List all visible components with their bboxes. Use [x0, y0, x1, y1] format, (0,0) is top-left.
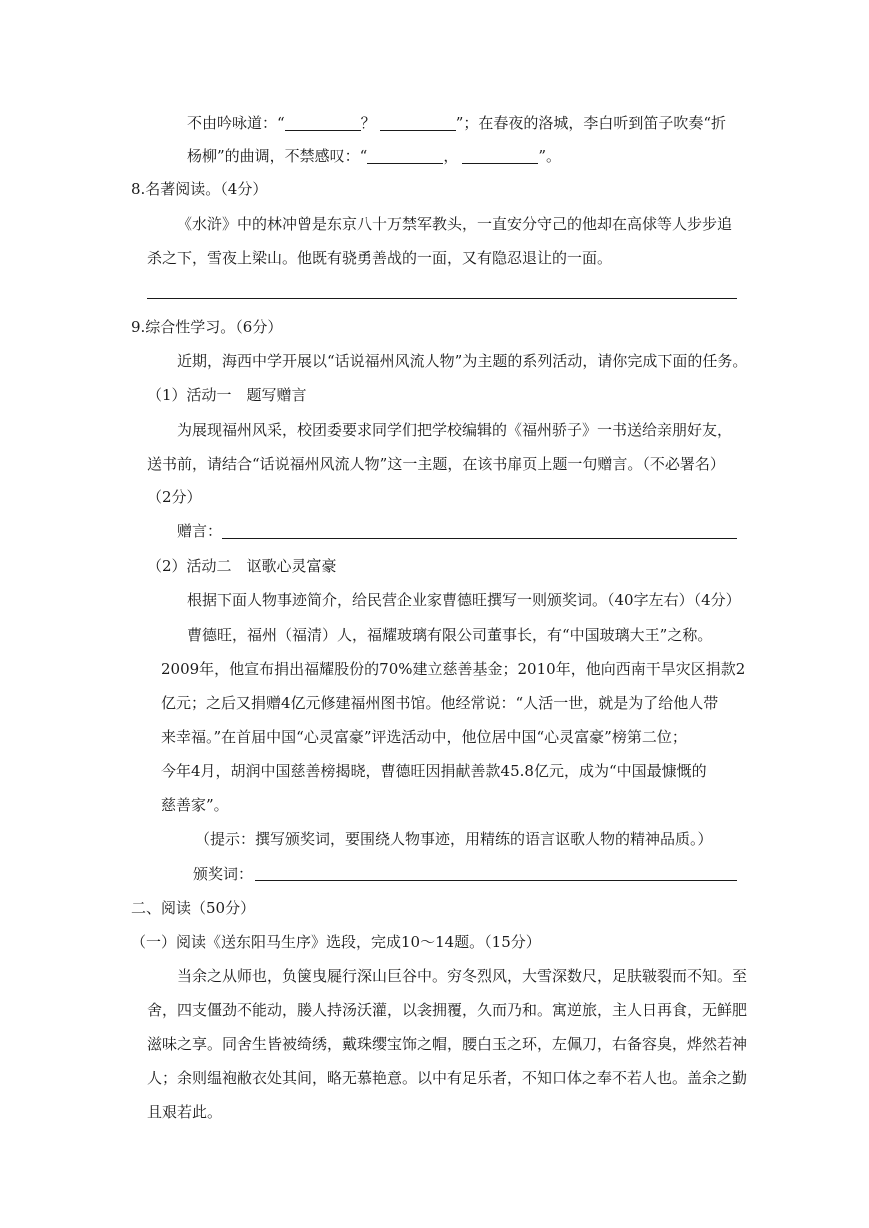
- q9-activity-1-title: （1）活动一 题写赠言: [147, 386, 307, 404]
- q8-line-1: 《水浒》中的林冲曾是东京八十万禁军教头，一直安分守己的他却在高俅等人步步追: [177, 215, 733, 233]
- q7-line-1-text-a: 不由吟咏道：“: [187, 114, 285, 132]
- poem-blank-1[interactable]: [285, 114, 361, 131]
- q8-answer-line[interactable]: [147, 298, 737, 299]
- q9-activity-2-line-6: 今年4月，胡润中国慈善榜揭晓，曹德旺因捐献善款45.8亿元，成为“中国最慷慨的: [161, 762, 707, 780]
- passage-line-5: 且艰若此。: [147, 1103, 223, 1121]
- q7-line-2-text-a: 杨柳”的曲调，不禁感叹：“: [187, 147, 368, 165]
- q7-line-2-text-c: ”。: [538, 147, 562, 165]
- q9-activity-2-title: （2）活动二 讴歌心灵富豪: [147, 557, 337, 575]
- q9-title: 9.综合性学习。（6分）: [131, 318, 283, 336]
- section-2-title: 二、阅读（50分）: [131, 899, 256, 917]
- q9-activity-1-line-3: （2分）: [147, 488, 202, 506]
- passage-line-2: 舍，四支僵劲不能动，媵人持汤沃灌，以衾拥覆，久而乃和。寓逆旅，主人日再食，无鲜肥: [147, 1001, 748, 1019]
- q9-activity-2-line-4: 亿元；之后又捐赠4亿元修建福州图书馆。他经常说：“人活一世，就是为了给他人带: [161, 694, 719, 712]
- q7-line-2-text-b: ，: [443, 147, 459, 165]
- q8-line-2: 杀之下，雪夜上梁山。他既有骁勇善战的一面，又有隐忍退让的一面。: [147, 249, 613, 267]
- q9-activity-1-line-1: 为展现福州风采，校团委要求同学们把学校编辑的《福州骄子》一书送给亲朋好友，: [177, 421, 733, 439]
- passage-line-1: 当余之从师也，负箧曳屣行深山巨谷中。穷冬烈风，大雪深数尺，足肤皲裂而不知。至: [177, 967, 748, 985]
- q7-line-1: [187, 113, 726, 133]
- q9-activity-1-answer-line[interactable]: [222, 538, 737, 539]
- q9-activity-2-line-5: 来幸福。”在首届中国“心灵富豪”评选活动中，他位居中国“心灵富豪”榜第二位；: [161, 728, 687, 746]
- q9-activity-2-line-3: 2009年，他宣布捐出福耀股份的70%建立慈善基金；2010年，他向西南干旱灾区捐款2: [161, 660, 746, 678]
- q9-activity-2-line-7: 慈善家”。: [161, 796, 229, 814]
- poem-blank-4[interactable]: [462, 147, 538, 164]
- passage-line-4: 人；余则缊袍敝衣处其间，略无慕艳意。以中有足乐者，不知口体之奉不若人也。盖余之勤: [147, 1069, 748, 1087]
- passage-line-3: 滋味之享。同舍生皆被绮绣，戴珠缨宝饰之帽，腰白玉之环，左佩刀，右备容臭，烨然若神: [147, 1035, 748, 1053]
- q7-line-1-text-c: ”；在春夜的洛城，李白听到笛子吹奏“折: [455, 114, 727, 132]
- q9-activity-1-answer-label: 赠言：: [177, 522, 223, 540]
- q9-activity-2-answer-line[interactable]: [255, 880, 737, 881]
- q9-activity-2-answer-label: 颁奖词：: [193, 865, 254, 883]
- poem-blank-2[interactable]: [380, 114, 456, 131]
- q9-activity-2-line-2: 曹德旺，福州（福清）人，福耀玻璃有限公司董事长，有“中国玻璃大王”之称。: [187, 626, 713, 644]
- q7-line-1-text-b: ？: [360, 114, 376, 132]
- q9-line-1: 近期，海西中学开展以“话说福州风流人物”为主题的系列活动，请你完成下面的任务。: [177, 352, 748, 370]
- q9-activity-1-line-2: 送书前，请结合“话说福州风流人物”这一主题，在该书扉页上题一句赠言。（不必署名）: [147, 455, 725, 473]
- q9-activity-2-hint: （提示：撰写颁奖词，要围绕人物事迹，用精练的语言讴歌人物的精神品质。）: [195, 830, 713, 848]
- q7-line-2: [187, 146, 561, 166]
- section-2-sub-1: （一）阅读《送东阳马生序》选段，完成10～14题。（15分）: [131, 933, 541, 951]
- poem-blank-3[interactable]: [367, 147, 443, 164]
- q8-title: 8.名著阅读。（4分）: [131, 180, 268, 198]
- q9-activity-2-line-1: 根据下面人物事迹简介，给民营企业家曹德旺撰写一则颁奖词。（40字左右）（4分）: [187, 591, 741, 609]
